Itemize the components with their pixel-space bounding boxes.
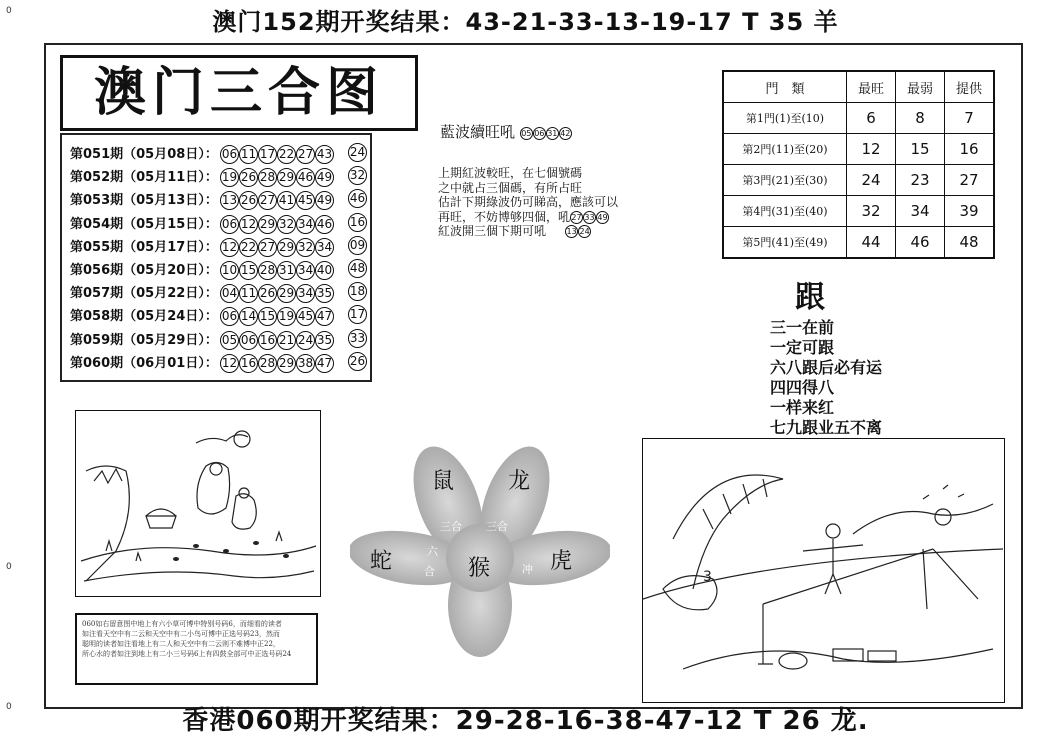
mini-ball: 33: [584, 212, 595, 222]
group-give: 27: [945, 165, 995, 196]
group-min: 23: [896, 165, 945, 196]
record-period: 第054期（05月15日）：: [70, 216, 218, 232]
top-result: 澳门152期开奖结果：43-21-33-13-19-17 T 35 羊: [212, 8, 839, 36]
number-ball: 29: [277, 354, 296, 373]
wave-line: 估計下期綠波仍可睇高，應該可以: [438, 195, 619, 209]
number-ball: 34: [315, 238, 334, 257]
group-max: 24: [847, 165, 896, 196]
number-ball: 45: [296, 191, 315, 210]
number-ball: 27: [296, 145, 315, 164]
zodiac-monkey: 猴: [468, 556, 491, 581]
number-ball: 27: [258, 191, 277, 210]
picnic-sketch: [76, 411, 320, 596]
wave-title-balls: [520, 123, 572, 141]
number-ball: 06: [220, 145, 239, 164]
number-ball: 27: [258, 238, 277, 257]
special-ball: 17: [348, 305, 367, 324]
number-ball: 06: [220, 215, 239, 234]
follow-verse: [770, 318, 882, 438]
wave-line-balls: [565, 224, 591, 238]
number-ball: 34: [296, 284, 315, 303]
note-line: 060如右留意图中地上有六小草可博中特别号码6，而细看的读者: [82, 620, 282, 628]
group-max: 44: [847, 227, 896, 259]
number-ball: 29: [277, 284, 296, 303]
record-row: [70, 352, 366, 374]
record-period: 第057期（05月22日）：: [70, 286, 218, 302]
follow-title: 跟: [795, 280, 825, 315]
zodiac-dragon: 龙: [508, 469, 531, 494]
note-line: 所心水的者如注到地上有二小三号码6上有四鼓全部可中正选号码24: [82, 650, 292, 658]
margin-mark: 0: [6, 562, 12, 572]
group-max: 6: [847, 103, 896, 134]
number-ball: 12: [239, 215, 258, 234]
group-give: 16: [945, 134, 995, 165]
margin-mark: 0: [6, 6, 12, 16]
number-ball: 28: [258, 354, 277, 373]
record-period: 第053期（05月13日）：: [70, 193, 218, 209]
wave-title-text: 藍波續旺吼: [440, 123, 516, 141]
special-ball: 18: [348, 282, 367, 301]
record-row: [70, 305, 366, 327]
note-line: 如注看天空中有二云和天空中有二小鸟可博中正选号码23，然而: [82, 630, 280, 638]
wave-line-balls: [570, 210, 609, 224]
group-give: 7: [945, 103, 995, 134]
mini-ball: 06: [534, 128, 545, 138]
wave-line: [438, 224, 618, 239]
zodiac-snake: 蛇: [370, 549, 393, 574]
group-give: 48: [945, 227, 995, 259]
verse-line: 四四得八: [770, 378, 835, 397]
number-ball: 14: [239, 307, 258, 326]
margin-mark: 0: [6, 702, 12, 712]
number-ball: 19: [220, 168, 239, 187]
group-header-cell: 門 類: [723, 71, 847, 103]
number-ball: 29: [258, 215, 277, 234]
number-ball: 28: [258, 261, 277, 280]
record-row: [70, 329, 366, 351]
group-min: 8: [896, 103, 945, 134]
number-ball: 49: [315, 191, 334, 210]
group-label: 第1門(1)至(10): [723, 103, 847, 134]
special-ball: 26: [348, 352, 367, 371]
special-ball: 33: [348, 329, 367, 348]
record-period: 第052期（05月11日）：: [70, 170, 218, 186]
group-row: [723, 165, 994, 196]
record-row: [70, 213, 366, 235]
record-row: [70, 143, 366, 165]
verse-line: 七九跟业五不离: [770, 418, 883, 437]
record-row: [70, 282, 366, 304]
wave-line: 上期紅波較旺，在七個號碼: [438, 166, 583, 180]
group-row: [723, 103, 994, 134]
number-ball: 38: [296, 354, 315, 373]
number-ball: 13: [220, 191, 239, 210]
group-give: 39: [945, 196, 995, 227]
number-ball: 26: [258, 284, 277, 303]
wave-line-text: 再旺，不妨博够四個，吼: [438, 209, 571, 224]
left-illustration: [75, 410, 321, 597]
liuhe-label-bottom: 合: [424, 565, 435, 578]
number-ball: 24: [296, 331, 315, 350]
group-min: 15: [896, 134, 945, 165]
records-panel: [60, 133, 372, 382]
number-ball: 17: [258, 145, 277, 164]
special-ball: 48: [348, 259, 367, 278]
group-row: [723, 196, 994, 227]
group-row: [723, 227, 994, 259]
hint-note: [75, 613, 318, 685]
number-ball: 43: [315, 145, 334, 164]
mini-ball: 42: [560, 128, 571, 138]
number-ball: 12: [220, 354, 239, 373]
mini-ball: 27: [571, 212, 582, 222]
flower-petals: [350, 440, 610, 660]
record-row: [70, 236, 366, 258]
number-ball: 12: [220, 238, 239, 257]
note-line: 聪明的读者如注看地上有二人和天空中有二云则不难博中正22，: [82, 640, 280, 648]
number-ball: 10: [220, 261, 239, 280]
chong-label: 冲: [522, 563, 533, 576]
number-ball: 16: [239, 354, 258, 373]
number-ball: 29: [277, 238, 296, 257]
group-min: 34: [896, 196, 945, 227]
group-max: 32: [847, 196, 896, 227]
number-ball: 19: [277, 307, 296, 326]
bottom-result: 香港060期开奖结果：29-28-16-38-47-12 T 26 龙.: [182, 706, 869, 736]
number-ball: 04: [220, 284, 239, 303]
group-header-cell: 最旺: [847, 71, 896, 103]
group-label: 第3門(21)至(30): [723, 165, 847, 196]
number-ball: 22: [277, 145, 296, 164]
number-ball: 16: [258, 331, 277, 350]
right-illustration: [642, 438, 1005, 703]
number-ball: 35: [315, 284, 334, 303]
group-label: 第4門(31)至(40): [723, 196, 847, 227]
number-ball: 40: [315, 261, 334, 280]
verse-line: 六八跟后必有运: [770, 358, 883, 377]
group-header-cell: 提供: [945, 71, 995, 103]
record-row: [70, 259, 366, 281]
special-ball: 09: [348, 236, 367, 255]
group-max: 12: [847, 134, 896, 165]
special-ball: 24: [348, 143, 367, 162]
liuhe-label-top: 六: [427, 545, 438, 558]
mini-ball: 49: [597, 212, 608, 222]
number-ball: 32: [277, 215, 296, 234]
number-ball: 11: [239, 284, 258, 303]
number-ball: 45: [296, 307, 315, 326]
mini-ball: 24: [579, 227, 590, 236]
wave-title: [440, 121, 572, 142]
verse-line: 三一在前: [770, 318, 835, 337]
wave-paragraph: [438, 166, 618, 239]
wave-line: 之中就占三個碼，有所占旺: [438, 180, 583, 195]
group-table: [722, 70, 995, 259]
wave-line: [438, 210, 618, 225]
mini-ball: 05: [521, 128, 532, 138]
number-ball: 26: [239, 168, 258, 187]
number-ball: 11: [239, 145, 258, 164]
mini-ball: 13: [566, 227, 577, 236]
number-ball: 35: [315, 331, 334, 350]
special-ball: 46: [348, 189, 367, 208]
number-ball: 47: [315, 307, 334, 326]
verse-line: 一定可跟: [770, 338, 835, 357]
special-ball: 16: [348, 213, 367, 232]
record-period: 第060期（06月01日）：: [70, 355, 218, 371]
group-label: 第2門(11)至(20): [723, 134, 847, 165]
number-ball: 21: [277, 331, 296, 350]
record-period: 第055期（05月17日）：: [70, 239, 218, 255]
sanhe-label: 三合: [486, 520, 508, 533]
number-ball: 47: [315, 354, 334, 373]
zodiac-rat: 鼠: [432, 469, 455, 494]
record-row: [70, 189, 366, 211]
number-ball: 31: [277, 261, 296, 280]
record-row: [70, 166, 366, 188]
number-ball: 26: [239, 191, 258, 210]
number-ball: 06: [239, 331, 258, 350]
number-ball: 22: [239, 238, 258, 257]
rock-digit: 3: [703, 569, 712, 585]
group-row: [723, 134, 994, 165]
number-ball: 34: [296, 215, 315, 234]
group-label: 第5門(41)至(49): [723, 227, 847, 259]
number-ball: 05: [220, 331, 239, 350]
number-ball: 41: [277, 191, 296, 210]
wave-line-text: 紅波開三個下期可吼: [438, 224, 547, 238]
number-ball: 06: [220, 307, 239, 326]
record-period: 第058期（05月24日）：: [70, 309, 218, 325]
group-header-cell: 最弱: [896, 71, 945, 103]
special-ball: 32: [348, 166, 367, 185]
record-period: 第059期（05月29日）：: [70, 332, 218, 348]
group-table-header: [723, 71, 994, 103]
number-ball: 34: [296, 261, 315, 280]
tightrope-sketch: [643, 439, 1004, 702]
mini-ball: 31: [547, 128, 558, 138]
number-ball: 15: [258, 307, 277, 326]
zodiac-tiger: 虎: [550, 549, 573, 574]
number-ball: 32: [296, 238, 315, 257]
number-ball: 46: [315, 215, 334, 234]
zodiac-flower: [350, 440, 610, 660]
verse-line: 一样来红: [770, 398, 835, 417]
record-period: 第056期（05月20日）：: [70, 263, 218, 278]
number-ball: 29: [277, 168, 296, 187]
page-title: 澳门三合图: [60, 55, 418, 131]
group-min: 46: [896, 227, 945, 259]
number-ball: 49: [315, 168, 334, 187]
number-ball: 15: [239, 261, 258, 280]
number-ball: 28: [258, 168, 277, 187]
sanhe-label: 三合: [440, 520, 462, 533]
number-ball: 46: [296, 168, 315, 187]
record-period: 第051期（05月08日）：: [70, 147, 218, 162]
